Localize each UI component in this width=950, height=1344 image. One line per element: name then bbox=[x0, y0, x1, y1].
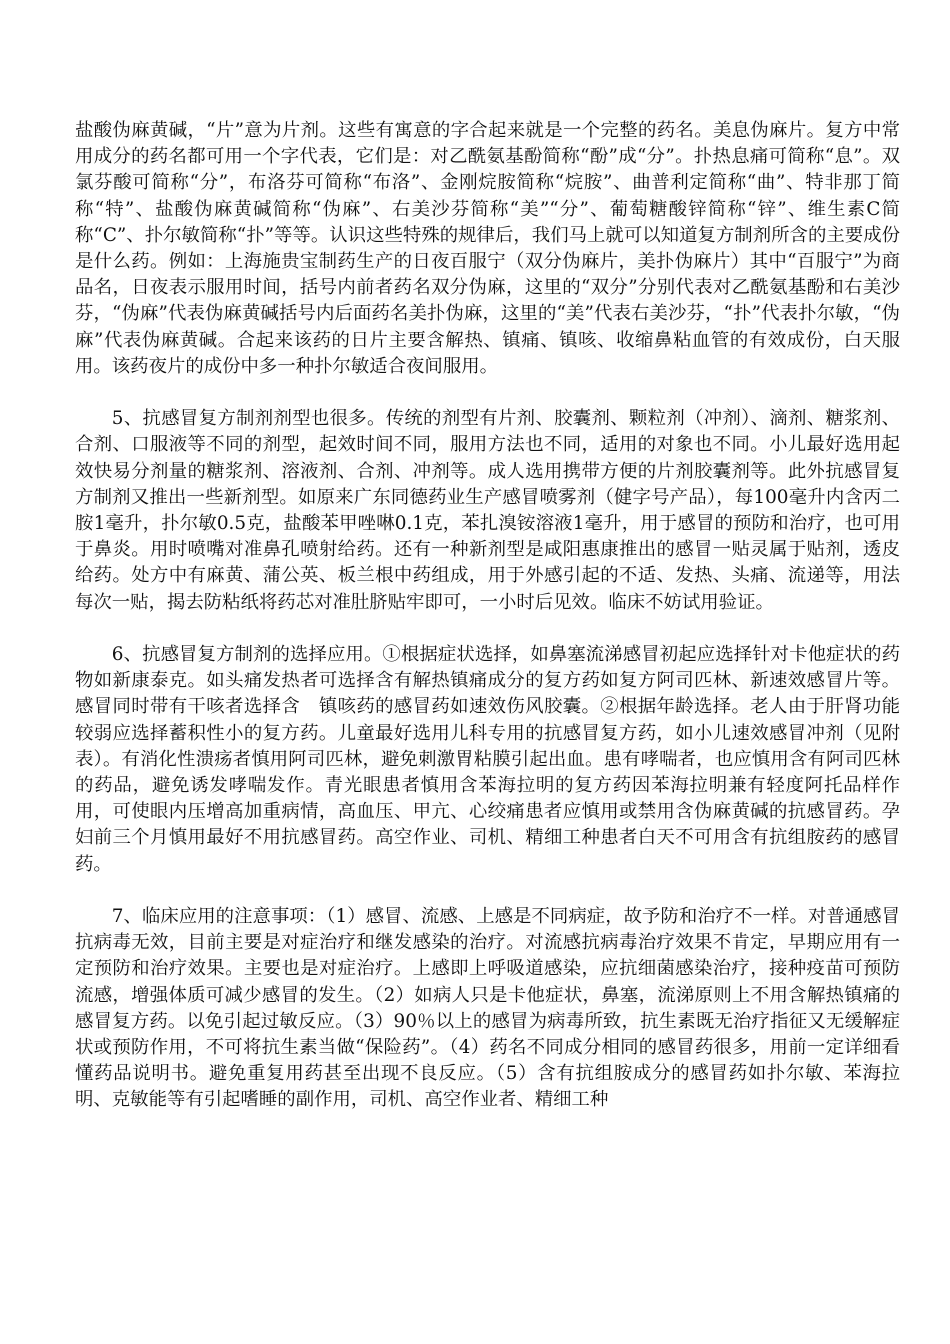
paragraph-precautions: 7、临床应用的注意事项：（1）感冒、流感、上感是不同病症，故予防和治疗不一样。对普通感冒抗病毒无效，目前主要是对症治疗和继发感染的治疗。对流感抗病毒治疗效果不肯定，早期应用有一定预防和治疗效果。主要也是对症治疗。上感即上呼吸道感染，应抗细菌感染治疗，接种疫苗可预防流感，增强体质可减少感冒的发生。（2）如病人只是卡他症状，鼻塞，流涕原则上不用含解热镇痛的感冒复方药。以免引起过敏反应。（3）90％以上的感冒为病毒所致，抗生素既无治疗指征又无缓解症状或预防作用，不可将抗生素当做“保险药”。（4）药名不同成分相同的感冒药很多，用前一定详细看懂药品说明书。避免重复用药甚至出现不良反应。（5）含有抗组胺成分的感冒药如扑尔敏、苯海拉明、克敏能等有引起嗜睡的副作用，司机、高空作业者、精细工种 bbox=[75, 906, 900, 1111]
document-page bbox=[75, 118, 900, 1114]
paragraph-spacer bbox=[75, 616, 900, 642]
paragraph-spacer bbox=[75, 878, 900, 904]
paragraph-dosage-forms: 5、抗感冒复方制剂剂型也很多。传统的剂型有片剂、胶囊剂、颗粒剂（冲剂）、滴剂、糖浆剂、合剂、口服液等不同的剂型，起效时间不同，服用方法也不同，适用的对象也不同。小儿最好选用起效快易分剂量的糖浆剂、溶液剂、合剂、冲剂等。成人选用携带方便的片剂胶囊剂等。此外抗感冒复方制剂又推出一些新剂型。如原来广东同德药业生产感冒喷雾剂（健字号产品），每100毫升内含丙二胺1毫升，扑尔敏0.5克，盐酸苯甲唑啉0.1克，苯扎溴铵溶液1毫升，用于感冒的预防和治疗，也可用于鼻炎。用时喷嘴对准鼻孔喷射给药。还有一种新剂型是咸阳惠康推出的感冒一贴灵属于贴剂，透皮给药。处方中有麻黄、蒲公英、板兰根中药组成，用于外感引起的不适、发热、头痛、流递等，用法每次一贴，揭去防粘纸将药芯对准肚脐贴牢即可，一小时后见效。临床不妨试用验证。 bbox=[75, 408, 900, 613]
paragraph-selection: 6、抗感冒复方制剂的选择应用。①根据症状选择，如鼻塞流涕感冒初起应选择针对卡他症状的药物如新康泰克。如头痛发热者可选择含有解热镇痛成分的复方药如复方阿司匹林、新速效感冒片等。感冒同时带有干咳者选择含 镇咳药的感冒药如速效伤风胶囊。②根据年龄选择。老人由于肝肾功能较弱应选择蓄积性小的复方药。儿童最好选用儿科专用的抗感冒复方药，如小儿速效感冒冲剂（见附表）。有消化性溃疡者慎用阿司匹林，避免刺激胃粘膜引起出血。患有哮喘者，也应慎用含有阿司匹林的药品，避免诱发哮喘发作。青光眼患者慎用含苯海拉明的复方药因苯海拉明兼有轻度阿托品样作用，可使眼内压增高加重病情，高血压、甲亢、心绞痛患者应慎用或禁用含伪麻黄碱的抗感冒药。孕妇前三个月慎用最好不用抗感冒药。高空作业、司机、精细工种患者白天不可用含有抗组胺药的感冒药。 bbox=[75, 644, 900, 875]
paragraph-spacer bbox=[75, 380, 900, 406]
paragraph-drug-naming: 盐酸伪麻黄碱，“片”意为片剂。这些有寓意的字合起来就是一个完整的药名。美息伪麻片。复方中常用成分的药名都可用一个字代表，它们是：对乙酰氨基酚简称“酚”成“分”。扑热息痛可简称“息”。双氯芬酸可简称“分”，布洛芬可简称“布洛”、金刚烷胺简称“烷胺”、曲普利定简称“曲”、特非那丁简称“特”、盐酸伪麻黄碱简称“伪麻”、右美沙芬简称“美”“分”、葡萄糖酸锌简称“锌”、维生素C简称“C”、扑尔敏简称“扑”等等。认识这些特殊的规律后，我们马上就可以知道复方制剂所含的主要成份是什么药。例如：上海施贵宝制药生产的日夜百服宁（双分伪麻片，美扑伪麻片）其中“百服宁”为商品名，日夜表示服用时间，括号内前者药名双分伪麻，这里的“双分”分别代表对乙酰氨基酚和右美沙芬，“伪麻”代表伪麻黄碱括号内后面药名美扑伪麻，这里的“美”代表右美沙芬，“扑”代表扑尔敏，“伪麻”代表伪麻黄碱。合起来该药的日片主要含解热、镇痛、镇咳、收缩鼻粘血管的有效成份，白天服用。该药夜片的成份中多一种扑尔敏适合夜间服用。 bbox=[75, 120, 900, 377]
